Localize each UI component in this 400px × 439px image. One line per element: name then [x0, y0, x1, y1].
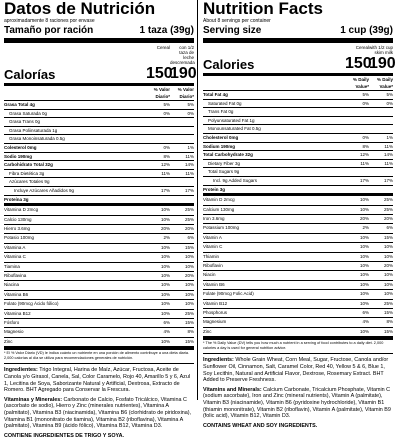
nutrient-dv-cereal — [345, 186, 369, 194]
vitamin-label: Calcium 130mg — [203, 206, 235, 212]
nutrient-label: Grasa Poliinsaturada 1g — [9, 127, 58, 133]
nutrient-label: Grasa Total 4g — [4, 102, 35, 107]
daily-value-footnote: * The % Daily Value (DV) tells you how much a nutrient in a serving of food contributes to a daily diet. 2,000 calories a day is used for general nutrition advice. — [203, 337, 393, 350]
serving-size-row — [203, 25, 393, 43]
nutrient-row — [4, 170, 194, 179]
vitamin-dv-cereal: 10% — [359, 291, 369, 297]
vitamin-label: Riboflavin — [203, 262, 223, 268]
vitamin-label: Vitamina B6 — [4, 291, 29, 297]
nutrient-label: Proteína 3g — [4, 196, 29, 202]
nutrient-dv-cereal — [345, 117, 369, 125]
vitamin-dv-cereal: 10% — [160, 254, 170, 260]
serving-size-value: 1 taza (39g) — [139, 25, 194, 36]
vitamins-minerals-paragraph — [203, 387, 393, 420]
nutrient-dv-cereal: 11% — [161, 170, 170, 176]
vitamin-row — [4, 272, 194, 281]
nutrient-label: Total Sugars 9g — [208, 169, 240, 175]
vitamin-dv-with-milk: 6% — [187, 235, 194, 241]
vitamin-row — [203, 328, 393, 337]
daily-value-header-cereal: % Valor Diario* — [153, 87, 170, 99]
vitamin-label: Folate (90mcg Folic Acid) — [203, 291, 254, 297]
vitamin-row — [4, 328, 194, 337]
nutrient-dv-cereal: 0% — [163, 144, 170, 150]
nutrient-label: Trans Fat 0g — [208, 109, 234, 115]
nutrient-dv-cereal: 0% — [163, 110, 170, 116]
vitamin-label: Iron 3.6mg — [203, 215, 225, 221]
vitamin-dv-with-milk: 10% — [184, 291, 194, 297]
vitamin-label: Vitamin B6 — [203, 281, 225, 287]
spanish-nutrition-panel — [4, 0, 197, 439]
vitamin-dv-with-milk: 15% — [383, 328, 393, 334]
vitamins-minerals-text: Carbonato de Calcio, Fosfato Tricálcico, Vitamina C (ascorbato de sodio), Hierro y Zinc (minerales nutrientes), Vitamina A (palmitato), Vitamina B3 (niacinamida), Vitamina B6 (clorhidrato de piridoxina), Vitamina B1 (mononitrato de tiamina), Vitamina B2 (riboflavina), Vitamina A (palmitato), Vitamina B9 (ácido fólico), Vitamina B12, Vitamina D3. — [4, 396, 192, 430]
vitamin-row — [203, 281, 393, 290]
daily-value-header-cereal: % Daily Value* — [352, 77, 369, 89]
servings-per-container: About 8 servings per container — [203, 18, 271, 24]
vitamin-dv-with-milk: 15% — [383, 310, 393, 315]
nutrient-label: Dietary Fiber 3g — [208, 160, 241, 166]
nutrient-row — [4, 187, 194, 196]
vitamin-label: Phosphorus — [203, 310, 228, 315]
nutrient-row — [203, 143, 393, 152]
vitamin-dv-with-milk: 10% — [184, 263, 194, 269]
serving-size-value: 1 cup (39g) — [340, 25, 393, 36]
vitamin-row — [203, 271, 393, 280]
vitamin-dv-cereal: 10% — [160, 216, 170, 222]
nutrient-dv-with-milk — [170, 178, 194, 186]
vitamin-dv-with-milk: 15% — [184, 338, 194, 344]
nutrient-dv-cereal: 12% — [359, 152, 369, 158]
serving-size-label: Tamaño por ración — [4, 25, 94, 36]
vitamin-dv-cereal: 20% — [359, 215, 369, 221]
vitamin-label: Vitamina A — [4, 244, 26, 250]
nutrient-label: Total Fat 4g — [203, 92, 228, 97]
nutrient-dv-with-milk — [369, 125, 393, 133]
nutrient-label: Carbohidrato Total 32g — [4, 162, 53, 168]
vitamin-row — [4, 310, 194, 319]
vitamin-row — [4, 319, 194, 328]
vitamin-dv-with-milk: 10% — [383, 253, 393, 259]
nutrient-dv-cereal — [146, 196, 170, 204]
vitamin-dv-with-milk: 6% — [386, 225, 393, 231]
nutrient-dv-with-milk: 5% — [187, 102, 194, 107]
nutrient-label: Incl. 9g Added Sugars — [213, 177, 258, 183]
vitamin-label: Vitamin B12 — [203, 300, 228, 306]
nutrient-dv-cereal: 0% — [362, 134, 369, 140]
vitamin-dv-with-milk: 8% — [386, 319, 393, 325]
ingredients-text: Whole Grain Wheat, Corn Meal, Sugar, Fructose, Canola and/or Sunflower Oil, Cinnamon, Salt, Caramel Color, Red 40, Yellow 5 & 6, Blue 1, Soy Lecithin, Natural and Artificial Flavor, Dextrose, Rosemary Extract. BHT Added to Preserve Freshness. — [203, 357, 389, 384]
vitamin-dv-cereal: 6% — [362, 310, 369, 315]
vitamin-label: Zinc — [203, 328, 212, 334]
vitamin-row — [4, 234, 194, 243]
nutrient-dv-with-milk — [369, 117, 393, 125]
vitamin-dv-with-milk: 10% — [383, 244, 393, 250]
vitamin-dv-with-milk: 20% — [184, 272, 194, 278]
vitamin-label: Niacina — [4, 282, 20, 288]
vitamin-dv-cereal: 4% — [163, 329, 170, 335]
vitamin-row — [4, 263, 194, 272]
calories-value-cereal: 150 — [146, 65, 173, 82]
nutrient-label: Fibra Dietética 3g — [9, 170, 45, 176]
vitamin-dv-with-milk: 25% — [383, 197, 393, 203]
vitamin-label: Thiamin — [203, 253, 220, 259]
vitamin-row — [4, 281, 194, 290]
nutrient-dv-with-milk — [369, 108, 393, 116]
vitamin-dv-cereal: 10% — [359, 253, 369, 259]
nutrient-dv-with-milk: 5% — [386, 92, 393, 97]
vitamin-dv-with-milk: 15% — [184, 320, 194, 325]
vitamin-dv-cereal: 10% — [359, 244, 369, 250]
vitamin-dv-with-milk: 10% — [184, 301, 194, 307]
vitamin-row — [4, 338, 194, 347]
vitamin-dv-cereal: 4% — [362, 319, 369, 325]
nutrient-dv-cereal — [146, 118, 170, 126]
vitamin-dv-with-milk: 25% — [184, 310, 194, 316]
column-header-cereal: Cereal — [156, 45, 170, 50]
nutrient-dv-with-milk — [170, 127, 194, 135]
nutrient-row — [4, 135, 194, 144]
panel-title: Nutrition Facts — [203, 0, 323, 18]
vitamin-dv-with-milk: 20% — [184, 225, 194, 231]
ingredients-label: Ingredientes: — [4, 367, 38, 374]
servings-per-container: aproximadamente 8 raciones por envase — [4, 18, 95, 24]
daily-value-header — [203, 76, 393, 91]
vitamin-dv-cereal: 10% — [359, 328, 369, 334]
vitamin-dv-cereal: 10% — [160, 310, 170, 316]
vitamin-label: Folato (90mcg Ácido fólico) — [4, 301, 59, 307]
calories-value-cereal: 150 — [345, 55, 372, 72]
nutrient-row — [4, 101, 194, 110]
vitamin-dv-cereal: 10% — [359, 234, 369, 240]
vitamin-label: Vitamina D 2mcg — [4, 207, 39, 213]
vitamin-dv-with-milk: 25% — [184, 207, 194, 213]
nutrient-dv-with-milk — [170, 135, 194, 143]
vitamin-dv-with-milk: 10% — [383, 281, 393, 287]
vitamin-row — [4, 300, 194, 309]
vitamin-row — [4, 206, 194, 215]
nutrient-row — [203, 125, 393, 134]
nutrient-row — [203, 151, 393, 160]
vitamin-row — [203, 234, 393, 243]
nutrient-dv-with-milk: 0% — [386, 100, 393, 106]
nutrient-dv-with-milk — [170, 196, 194, 204]
nutrient-row — [203, 168, 393, 177]
vitamin-row — [203, 300, 393, 309]
vitamin-dv-cereal: 10% — [359, 300, 369, 306]
vitamin-dv-cereal: 20% — [160, 225, 170, 231]
panel-title: Datos de Nutrición — [4, 0, 156, 18]
nutrient-label: Protein 3g — [203, 186, 226, 192]
vitamin-dv-cereal: 10% — [160, 338, 170, 344]
nutrient-row — [203, 160, 393, 169]
vitamin-dv-cereal: 10% — [160, 282, 170, 288]
vitamin-dv-cereal: 10% — [359, 206, 369, 212]
vitamin-dv-with-milk: 8% — [187, 329, 194, 335]
vitamin-row — [203, 309, 393, 318]
vitamin-dv-with-milk: 25% — [184, 216, 194, 222]
nutrient-dv-with-milk: 11% — [384, 160, 393, 166]
vitamin-label: Calcio 130mg — [4, 216, 32, 222]
nutrient-row — [203, 108, 393, 117]
nutrient-dv-with-milk — [170, 118, 194, 126]
nutrient-dv-cereal — [146, 178, 170, 186]
vitamin-dv-with-milk: 20% — [383, 215, 393, 221]
calories-value-with-milk: 190 — [369, 55, 396, 72]
vitamin-row — [203, 290, 393, 299]
nutrient-dv-cereal: 5% — [362, 92, 369, 97]
nutrient-dv-cereal — [146, 135, 170, 143]
nutrient-dv-cereal: 8% — [163, 153, 170, 159]
nutrient-dv-with-milk: 1% — [386, 134, 393, 140]
nutrient-row — [203, 91, 393, 100]
vitamin-dv-with-milk: 10% — [383, 291, 393, 297]
vitamin-dv-cereal: 6% — [163, 320, 170, 325]
ingredients-text: Trigo Integral, Harina de Maíz, Azúcar, Fructosa, Aceite de Canola y/o Girasol, Canela, Sal, Color Caramelo, Rojo 40, Amarillo 5 y 6, Azul 1, Lecitina de Soya, Saborizante Natural y Artificial, Dextrosa, Extracto de Romero. BHT Agregado para Conservar la Frescura. — [4, 367, 191, 394]
nutrient-row — [203, 117, 393, 126]
panel-divider — [197, 0, 198, 400]
nutrient-row — [4, 144, 194, 153]
vitamin-label: Vitamin C — [203, 244, 223, 250]
vitamins-minerals-label: Vitaminas y Minerales: — [4, 396, 63, 403]
vitamin-label: Magnesio — [4, 329, 24, 335]
vitamin-row — [203, 318, 393, 327]
vitamin-row — [203, 243, 393, 252]
nutrient-label: Cholesterol 0mg — [203, 134, 239, 140]
nutrient-row — [203, 134, 393, 143]
vitamin-label: Vitamin A — [203, 234, 222, 240]
nutrient-dv-with-milk — [369, 186, 393, 194]
nutrient-dv-cereal — [146, 127, 170, 135]
nutrient-label: Sodium 190mg — [203, 143, 236, 149]
nutrient-label: Incluye Azúcares Añadidos 9g — [14, 187, 75, 193]
vitamin-label: Fósforo — [4, 320, 20, 325]
vitamins-minerals-text: Calcium Carbonate, Tricalcium Phosphate, Vitamin C (sodium ascorbate), Iron and Zinc (mineral nutrients), Vitamin A (palmitate), Vitamin B3 (niacinamide), Vitamin B6 (pyridoxine hydrochloride), Vitamin B1 (thiamin mononitrate), Vitamin B2 (riboflavin), Vitamin A (palmitate), Vitamin B9 (folic acid), Vitamin B12, Vitamin D3. — [203, 386, 391, 420]
ingredients-paragraph — [4, 367, 194, 393]
vitamin-dv-cereal: 10% — [160, 207, 170, 213]
vitamin-label: Zinc — [4, 338, 13, 344]
nutrient-row — [4, 196, 194, 207]
nutrient-row — [4, 118, 194, 127]
vitamin-label: Vitamina B12 — [4, 310, 31, 316]
vitamin-row — [203, 206, 393, 215]
vitamins-minerals-paragraph — [4, 397, 194, 430]
nutrient-dv-cereal: 17% — [359, 177, 369, 183]
nutrient-dv-with-milk: 0% — [187, 110, 194, 116]
vitamin-label: Niacin — [203, 272, 216, 278]
vitamin-row — [4, 253, 194, 262]
english-nutrition-panel — [203, 0, 396, 429]
nutrient-row — [4, 161, 194, 170]
vitamin-row — [203, 196, 393, 205]
nutrient-label: Grasa Monoinsaturada 0.5g — [9, 136, 65, 142]
nutrient-label: Sodio 190mg — [4, 153, 33, 159]
vitamin-row — [4, 244, 194, 253]
calories-label: Calories — [203, 57, 255, 72]
vitamin-label: Magnesium — [203, 319, 227, 325]
vitamin-dv-with-milk: 25% — [383, 300, 393, 306]
nutrient-label: Saturated Fat 0g — [208, 100, 242, 106]
nutrient-dv-with-milk: 11% — [185, 153, 194, 159]
nutrient-row — [203, 186, 393, 197]
nutrient-dv-with-milk: 11% — [185, 170, 194, 176]
vitamin-row — [203, 224, 393, 233]
nutrient-row — [4, 153, 194, 162]
daily-value-footnote: * El % Valor Diario (VD) le indica cuánto un nutriente en una porción de alimento contribuye a una dieta diaria. 2,000 calorías al día se utiliza para recomendaciones generales de nutrición. — [4, 347, 194, 360]
vitamin-dv-cereal: 10% — [160, 272, 170, 278]
ingredients-block — [203, 353, 393, 429]
column-header-cereal: Cereal — [355, 45, 369, 50]
vitamin-row — [4, 291, 194, 300]
vitamin-dv-cereal: 10% — [359, 281, 369, 287]
nutrient-label: Total Carbohydrate 32g — [203, 152, 253, 158]
nutrient-label: Monounsaturated Fat 0.5g — [208, 126, 261, 132]
vitamin-row — [203, 215, 393, 224]
nutrient-dv-cereal — [345, 108, 369, 116]
vitamin-row — [4, 216, 194, 225]
allergen-statement: CONTAINS WHEAT AND SOY INGREDIENTS. — [203, 422, 318, 429]
vitamin-dv-cereal: 2% — [163, 235, 170, 241]
nutrient-dv-cereal: 12% — [160, 162, 170, 168]
nutrient-dv-with-milk: 17% — [383, 177, 393, 183]
calories-value-with-milk: 190 — [170, 65, 197, 82]
ingredients-label: Ingredients: — [203, 357, 234, 364]
nutrient-dv-cereal: 17% — [160, 187, 170, 193]
vitamin-label: Riboflavina — [4, 272, 27, 278]
nutrient-row — [203, 177, 393, 186]
vitamins-minerals-label: Vitamins and Minerals: — [203, 386, 262, 393]
vitamin-label: Potasio 100mg — [4, 235, 35, 241]
vitamin-dv-with-milk: 15% — [184, 244, 194, 250]
vitamin-dv-with-milk: 25% — [383, 206, 393, 212]
column-headers — [4, 45, 194, 65]
vitamin-row — [4, 225, 194, 234]
vitamin-dv-with-milk: 10% — [184, 282, 194, 288]
ingredients-block — [4, 363, 194, 439]
vitamin-dv-cereal: 10% — [160, 301, 170, 307]
allergen-statement: CONTIENE INGREDIENTES DE TRIGO Y SOYA. — [4, 432, 125, 439]
calories-row — [4, 65, 197, 86]
nutrient-label: Grasa Saturada 0g — [9, 110, 48, 116]
daily-value-header-with-milk: % Valor Diario* — [177, 87, 194, 99]
nutrient-dv-with-milk — [369, 168, 393, 176]
vitamin-dv-cereal: 10% — [160, 244, 170, 250]
calories-row — [203, 55, 396, 76]
vitamin-dv-cereal: 10% — [160, 263, 170, 269]
nutrient-dv-cereal: 5% — [163, 102, 170, 107]
nutrient-dv-with-milk: 1% — [187, 144, 194, 150]
vitamin-dv-cereal: 10% — [359, 197, 369, 203]
serving-size-row — [4, 25, 194, 43]
daily-value-header-with-milk: % Daily Value* — [376, 77, 393, 89]
nutrient-dv-with-milk: 17% — [184, 187, 194, 193]
daily-value-header — [4, 86, 194, 101]
vitamin-label: Vitamina C — [4, 254, 26, 260]
nutrient-dv-cereal: 0% — [362, 100, 369, 106]
column-header-with-milk: con 1/2 taza de leche descremada — [170, 45, 195, 65]
nutrient-row — [203, 100, 393, 109]
nutrient-dv-cereal: 8% — [362, 143, 369, 149]
nutrient-row — [4, 178, 194, 187]
nutrient-row — [4, 110, 194, 119]
calories-label: Calorías — [4, 67, 56, 82]
nutrient-label: Colesterol 0mg — [4, 144, 37, 150]
nutrient-label: Grasa Trans 0g — [9, 119, 41, 125]
nutrient-dv-cereal — [345, 125, 369, 133]
vitamin-dv-cereal: 10% — [359, 272, 369, 278]
vitamin-dv-with-milk: 10% — [184, 254, 194, 260]
serving-size-label: Serving size — [203, 25, 262, 36]
nutrient-label: Polyunsaturated Fat 1g — [208, 117, 255, 123]
nutrient-label: Azúcares Totales 9g — [9, 179, 50, 185]
vitamin-label: Potassium 100mg — [203, 225, 240, 231]
nutrient-row — [4, 127, 194, 136]
ingredients-paragraph — [203, 357, 393, 383]
nutrient-dv-with-milk: 14% — [184, 162, 194, 168]
nutrient-dv-with-milk: 11% — [384, 143, 393, 149]
vitamin-label: Tiamina — [4, 263, 20, 269]
vitamin-dv-cereal: 10% — [359, 262, 369, 268]
vitamin-row — [203, 253, 393, 262]
vitamin-dv-cereal: 2% — [362, 225, 369, 231]
vitamin-row — [203, 262, 393, 271]
column-headers — [203, 45, 393, 55]
vitamin-dv-with-milk: 15% — [383, 234, 393, 240]
vitamin-label: Vitamin D 2mcg — [203, 197, 235, 203]
nutrient-dv-cereal: 11% — [360, 160, 369, 166]
nutrient-dv-with-milk: 14% — [383, 152, 393, 158]
vitamin-dv-cereal: 10% — [160, 291, 170, 297]
vitamin-label: Hierro 3.6mg — [4, 225, 31, 231]
vitamin-dv-with-milk: 10% — [383, 272, 393, 278]
column-header-with-milk: with 1/2 cup skim milk — [369, 45, 394, 55]
nutrient-dv-cereal — [345, 168, 369, 176]
vitamin-dv-with-milk: 20% — [383, 262, 393, 268]
